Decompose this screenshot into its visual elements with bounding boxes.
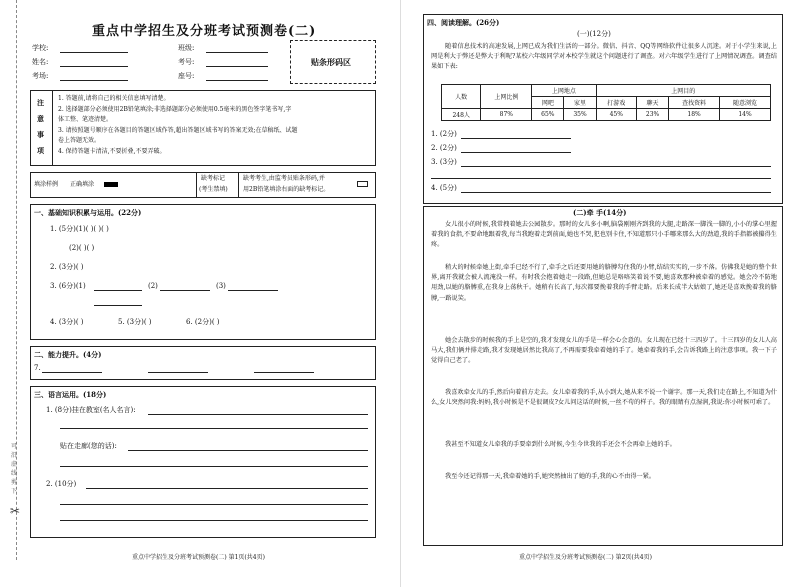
cell-ratio: 87% bbox=[481, 109, 532, 121]
th-games: 打游戏 bbox=[596, 97, 636, 109]
class-label: 班级: bbox=[178, 44, 195, 52]
seat-number-label: 座号: bbox=[178, 72, 195, 80]
r-q1: 1. (2分) bbox=[431, 130, 457, 138]
page-footer-right: 重点中学招生及分班考试预测卷(二) 第2页(共4页) bbox=[519, 554, 652, 561]
name-input-line[interactable] bbox=[60, 66, 128, 67]
notice-item-1: 1. 答题前,请将自己的相关信息填写清楚。 bbox=[58, 95, 170, 102]
q5[interactable]: 5. (3分)( ) bbox=[118, 318, 152, 326]
cut-hint-text: 可 沿 虚 线 剪 下 bbox=[11, 443, 18, 495]
notice-header-4: 项 bbox=[37, 146, 44, 155]
story-para-6: 我至今还记得那一天,我牵着她的手,她突然抽出了她的手,我的心不由得一紧。 bbox=[445, 473, 656, 480]
barcode-area bbox=[290, 40, 376, 84]
fill-row-divider bbox=[196, 172, 197, 198]
q10-answer-line-3[interactable] bbox=[60, 520, 368, 521]
r-q2: 2. (2分) bbox=[431, 144, 457, 152]
absent-note: (考生禁填) bbox=[199, 186, 228, 193]
exam-room-input-line[interactable] bbox=[60, 80, 128, 81]
section-2-title: 二、能力提升。(4分) bbox=[34, 350, 102, 359]
q8-label: 1. (8分)挂在教室(名人名言): bbox=[46, 406, 136, 414]
q7: 7. bbox=[34, 364, 41, 372]
q3-3-answer-line[interactable] bbox=[228, 290, 278, 291]
q2[interactable]: 2. (3分)( ) bbox=[50, 263, 84, 271]
barcode-label: 贴条形码区 bbox=[311, 57, 351, 67]
q4[interactable]: 4. (3分)( ) bbox=[50, 318, 84, 326]
notice-item-3b: 卷上答题无效。 bbox=[58, 137, 101, 144]
q6[interactable]: 6. (2分)( ) bbox=[186, 318, 220, 326]
part1-title: (一)(12分) bbox=[577, 30, 611, 38]
part2-title: (二)牵 手(14分) bbox=[573, 208, 627, 217]
story-para-5: 我甚至不知道女儿牵我的手要牵到什么时候,今生今世我的手还会不会再牵上她的手。 bbox=[445, 441, 676, 448]
notice-item-2b: 体工整、笔迹清楚。 bbox=[58, 116, 113, 123]
th-place: 上网地点 bbox=[532, 85, 596, 97]
fill-sample-label: 填涂样例 bbox=[34, 181, 59, 188]
story-para-2: 稍大的时候牵她上街,牵手已经不行了,牵手之后还要用她的胳膊勾住我的小臂,结结实实的,一步不落。仿佛我是她的整个世界,离开我就会被人流淹没一样。有时我会抱着她走一段路,但她总是咯咯笑着说不要,她喜欢那种被牵着的感觉。她会冷不防地用劲,以她的胳膊重,在我身上荡秋千。她稍有长高了,每次都要挽着我的手臂走路。后来长成半大姑娘了,她还是喜欢挽着我的胳膊,一路说笑。 bbox=[431, 264, 777, 302]
name-label: 姓名: bbox=[32, 58, 49, 66]
cell-research: 18% bbox=[669, 109, 720, 121]
exam-number-label: 考号: bbox=[178, 58, 195, 66]
fill-row-divider-2 bbox=[238, 172, 239, 198]
absent-desc-2: 用2B铅笔填涂右面的缺考标记。 bbox=[243, 186, 330, 193]
reading-page bbox=[400, 0, 800, 587]
q3-part2: (2) bbox=[148, 282, 158, 290]
r-q2-line[interactable] bbox=[461, 152, 571, 153]
reading-part2-box bbox=[423, 206, 783, 546]
story-para-4: 我喜欢牵女儿的手,然后向着前方走去。女儿牵着我的手,从小到大,她从来不说一个谢字。那一天,我们走在路上,不知道为什么,女儿突然问我:妈妈,我小时候是不是很调皮?女儿问这话的时候,一丝不苟的样子。我的眼睛有点湿润,我说:你小时候可乖了。 bbox=[431, 389, 777, 407]
q1-part1[interactable]: 1. (5分)(1)( )( )( ) bbox=[50, 225, 109, 233]
absent-mark-label: 缺考标记 bbox=[201, 175, 226, 182]
q1-part2[interactable]: (2)( )( ) bbox=[69, 244, 95, 252]
story-para-3: 她会去散步的时候我的手上是空的,我才发现女儿的手是一样会心会意的。女儿现在已经十三四岁了。十三四岁的女儿人高马大,我们俩并排走路,我才发现她居然比我高了,不再需要我牵着她的手了。她牵着我的手,会告诉我路上的注意事项。我一下子觉得自己老了。 bbox=[431, 337, 777, 365]
cell-chat: 23% bbox=[636, 109, 668, 121]
scissors-icon: ✂ bbox=[10, 504, 21, 518]
q8b-answer-line-1[interactable] bbox=[128, 450, 368, 451]
cell-people: 248人 bbox=[442, 109, 481, 121]
r-q1-line[interactable] bbox=[461, 138, 571, 139]
section-1-title: 一、基础知识积累与运用。(22分) bbox=[34, 208, 142, 217]
th-home: 家里 bbox=[564, 97, 596, 109]
reading-section-header: 四、阅读理解。(26分) bbox=[427, 18, 500, 27]
th-netcafe: 网吧 bbox=[532, 97, 564, 109]
q7-answer-line-3[interactable] bbox=[254, 372, 314, 373]
q8b-answer-line-2[interactable] bbox=[60, 466, 368, 467]
th-chat: 聊天 bbox=[636, 97, 668, 109]
th-purpose: 上网目的 bbox=[596, 85, 770, 97]
cell-browse: 14% bbox=[720, 109, 771, 121]
school-input-line[interactable] bbox=[60, 52, 128, 53]
q3-2-answer-line[interactable] bbox=[160, 290, 210, 291]
notice-item-3: 3. 请按照题号顺序在各题目的答题区域作答,超出答题区域书写的答案无效;在草稿纸、试题 bbox=[58, 127, 298, 134]
q7-answer-line-2[interactable] bbox=[148, 372, 208, 373]
th-browse: 随意浏览 bbox=[720, 97, 771, 109]
th-ratio: 上网比例 bbox=[481, 85, 532, 109]
absent-checkbox[interactable] bbox=[357, 181, 368, 187]
r-q3-line-2[interactable] bbox=[431, 178, 771, 179]
notice-header-1: 注 bbox=[37, 98, 44, 107]
survey-table bbox=[441, 84, 771, 121]
q10-label: 2. (10分) bbox=[46, 480, 77, 488]
exam-room-label: 考场: bbox=[32, 72, 49, 80]
filled-mark-icon bbox=[104, 182, 118, 187]
q3-1-answer-line-2[interactable] bbox=[94, 305, 142, 306]
absent-desc-1: 缺考考生,由监考员贴条形码,并 bbox=[243, 175, 325, 182]
q8-answer-line-1[interactable] bbox=[148, 414, 368, 415]
q10-answer-line-1[interactable] bbox=[86, 488, 368, 489]
exam-title: 重点中学招生及分班考试预测卷(二) bbox=[92, 24, 317, 39]
q3-1-answer-line[interactable] bbox=[94, 290, 142, 291]
exam-number-input-line[interactable] bbox=[206, 66, 268, 67]
cell-netcafe: 65% bbox=[532, 109, 564, 121]
notice-divider bbox=[52, 90, 53, 166]
q3-part1: 3. (6分)(1) bbox=[50, 282, 86, 290]
q8b-label: 贴在走廊(您的话): bbox=[60, 442, 117, 450]
part1-paragraph: 随着信息技术的高速发展,上网已成为我们生活的一部分。微信、抖音、QQ等网络软件让很多人沉迷。对于小学生来说,上网是利大于弊还是弊大于利呢?某校六年级同学对本校学生就这个问题进行了调查。对六年级学生进行了上网情况调查。调查结果如下表: bbox=[431, 43, 777, 71]
class-input-line[interactable] bbox=[206, 52, 268, 53]
fill-correct-label: 正确填涂 bbox=[70, 181, 95, 188]
r-q4-line-1[interactable] bbox=[461, 192, 771, 193]
section-3-title: 三、语言运用。(18分) bbox=[34, 390, 107, 399]
th-people: 人数 bbox=[442, 85, 481, 109]
q8-answer-line-2[interactable] bbox=[60, 428, 368, 429]
r-q3: 3. (3分) bbox=[431, 158, 457, 166]
cell-home: 35% bbox=[564, 109, 596, 121]
notice-header-3: 事 bbox=[37, 130, 44, 139]
r-q3-line-1[interactable] bbox=[461, 166, 771, 167]
r-q4: 4. (5分) bbox=[431, 184, 457, 192]
q7-answer-line-1[interactable] bbox=[42, 372, 102, 373]
seat-number-input-line[interactable] bbox=[206, 80, 268, 81]
th-research: 查找资料 bbox=[669, 97, 720, 109]
notice-item-4: 4. 保持答题卡清洁,不要折叠,不要弄破。 bbox=[58, 148, 166, 155]
q3-part3: (3) bbox=[216, 282, 226, 290]
notice-item-2: 2. 选择题部分必须使用2B铅笔填涂;非选择题部分必须使用0.5毫米的黑色签字笔书写,字 bbox=[58, 106, 292, 113]
page-footer: 重点中学招生及分班考试预测卷(二) 第1页(共4页) bbox=[132, 554, 265, 561]
school-label: 学校: bbox=[32, 44, 49, 52]
cell-games: 45% bbox=[596, 109, 636, 121]
story-para-1: 女儿很小的时候,我常拽着她去公园散步。那时的女儿多小啊,脑袋刚刚齐到我的大腿,走路深一脚浅一脚的,小小的掌心里握着我的食指,不要命地跟着我,每当我跑着走到前面,她也不哭,犯也别卡住,不知道那只小手哪来那么大的劲道,我的手指都被攥得生疼。 bbox=[431, 221, 777, 249]
notice-header-2: 意 bbox=[37, 114, 44, 123]
q10-answer-line-2[interactable] bbox=[60, 504, 368, 505]
